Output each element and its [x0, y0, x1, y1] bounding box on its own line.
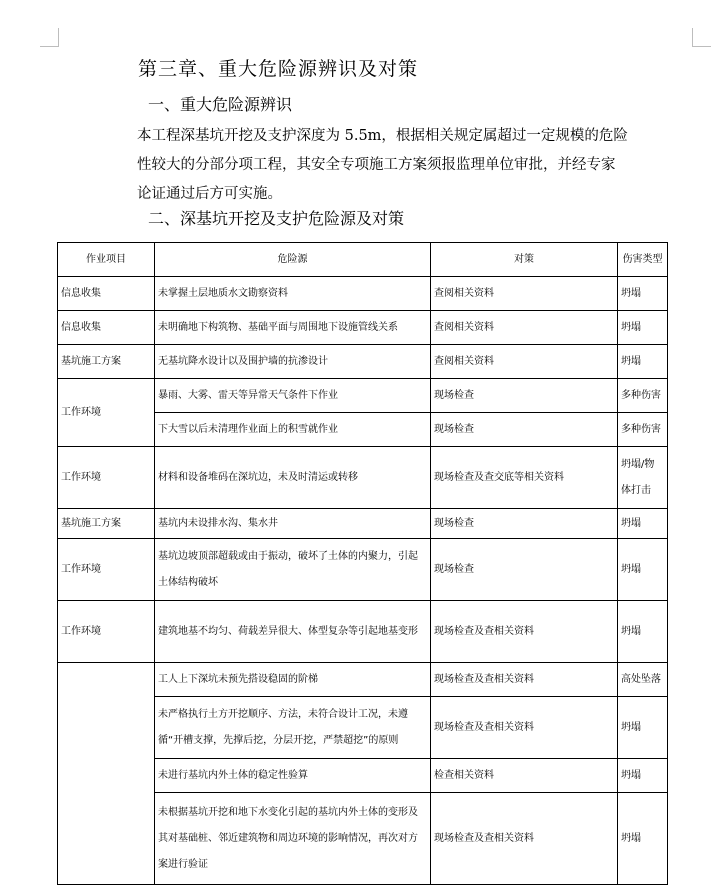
hazard-cell: 基坑内未设排水沟、集水井	[155, 509, 431, 539]
measure-cell: 现场检查	[431, 539, 618, 601]
injury-cell: 坍塌	[618, 311, 668, 345]
item-cell: 信息收集	[58, 277, 155, 311]
injury-cell: 坍塌	[618, 793, 668, 885]
hazard-cell: 未严格执行土方开挖顺序、方法，未符合设计工况，未遵循“开槽支撑，先撑后挖，分层开挖，严禁超挖”的原则	[155, 697, 431, 759]
hazard-cell: 未进行基坑内外土体的稳定性验算	[155, 759, 431, 793]
header-cell: 对策	[431, 243, 618, 277]
table-row	[58, 345, 668, 379]
measure-cell: 检查相关资料	[431, 759, 618, 793]
hazard-cell: 材料和设备堆码在深坑边，未及时清运或转移	[155, 447, 431, 509]
header-cell: 作业项目	[58, 243, 155, 277]
measure-cell: 现场检查及查交底等相关资料	[431, 447, 618, 509]
table-row	[58, 663, 668, 697]
measure-cell: 查阅相关资料	[431, 311, 618, 345]
item-cell: 工作环境	[58, 447, 155, 509]
hazard-cell: 未根据基坑开挖和地下水变化引起的基坑内外土体的变形及其对基础桩、邻近建筑物和周边环境的影响情况，再次对方案进行验证	[155, 793, 431, 885]
measure-cell: 查阅相关资料	[431, 345, 618, 379]
measure-cell: 现场检查及查相关资料	[431, 601, 618, 663]
page-corner-mark-right	[692, 28, 711, 47]
table-row	[58, 311, 668, 345]
chapter-title: 第三章、重大危险源辨识及对策	[138, 58, 419, 80]
table-row	[58, 447, 668, 509]
injury-cell: 坍塌	[618, 277, 668, 311]
item-cell: 工作环境	[58, 379, 155, 447]
injury-cell: 多种伤害	[618, 413, 668, 447]
table-row	[58, 539, 668, 601]
injury-cell: 坍塌	[618, 509, 668, 539]
table-row	[58, 379, 668, 413]
injury-cell: 坍塌	[618, 345, 668, 379]
table-row	[58, 277, 668, 311]
hazard-table	[57, 242, 668, 885]
injury-cell: 坍塌	[618, 539, 668, 601]
item-cell: 信息收集	[58, 311, 155, 345]
measure-cell: 现场检查	[431, 379, 618, 413]
item-cell: 基坑施工方案	[58, 345, 155, 379]
measure-cell: 现场检查	[431, 509, 618, 539]
header-cell: 危险源	[155, 243, 431, 277]
injury-cell: 多种伤害	[618, 379, 668, 413]
hazard-cell: 无基坑降水设计以及围护墙的抗渗设计	[155, 345, 431, 379]
hazard-cell: 暴雨、大雾、雷天等异常天气条件下作业	[155, 379, 431, 413]
injury-cell: 坍塌	[618, 759, 668, 793]
item-cell: 工作环境	[58, 539, 155, 601]
section-title-1: 一、重大危险源辨识	[148, 95, 293, 114]
item-cell: 基坑施工方案	[58, 509, 155, 539]
section-title-2: 二、深基坑开挖及支护危险源及对策	[148, 209, 405, 228]
measure-cell: 现场检查	[431, 413, 618, 447]
injury-cell: 坍塌/物体打击	[618, 447, 668, 509]
body-paragraph	[108, 122, 628, 209]
measure-cell: 现场检查及查相关资料	[431, 697, 618, 759]
hazard-cell: 工人上下深坑未预先搭设稳固的阶梯	[155, 663, 431, 697]
hazard-cell: 下大雪以后未清理作业面上的积雪就作业	[155, 413, 431, 447]
table-row	[58, 509, 668, 539]
measure-cell: 现场检查及查相关资料	[431, 663, 618, 697]
item-cell: 工作环境	[58, 601, 155, 663]
measure-cell: 现场检查及查相关资料	[431, 793, 618, 885]
item-cell	[58, 663, 155, 885]
measure-cell: 查阅相关资料	[431, 277, 618, 311]
paragraph-text: 本工程深基坑开挖及支护深度为 5.5m，根据相关规定属超过一定规模的危险性较大的分部分项工程，其安全专项施工方案须报监理单位审批，并经专家论证通过后方可实施。	[137, 128, 628, 202]
header-cell: 伤害类型	[618, 243, 668, 277]
injury-cell: 坍塌	[618, 601, 668, 663]
hazard-cell: 未明确地下构筑物、基础平面与周围地下设施管线关系	[155, 311, 431, 345]
table-header-row	[58, 243, 668, 277]
hazard-cell: 建筑地基不均匀、荷载差异很大、体型复杂等引起地基变形	[155, 601, 431, 663]
injury-cell: 高处坠落	[618, 663, 668, 697]
table-row	[58, 601, 668, 663]
injury-cell: 坍塌	[618, 697, 668, 759]
hazard-cell: 未掌握土层地质水文勘察资料	[155, 277, 431, 311]
page-corner-mark-left	[40, 28, 59, 47]
hazard-cell: 基坑边坡顶部超载或由于振动，破坏了土体的内聚力，引起土体结构破坏	[155, 539, 431, 601]
